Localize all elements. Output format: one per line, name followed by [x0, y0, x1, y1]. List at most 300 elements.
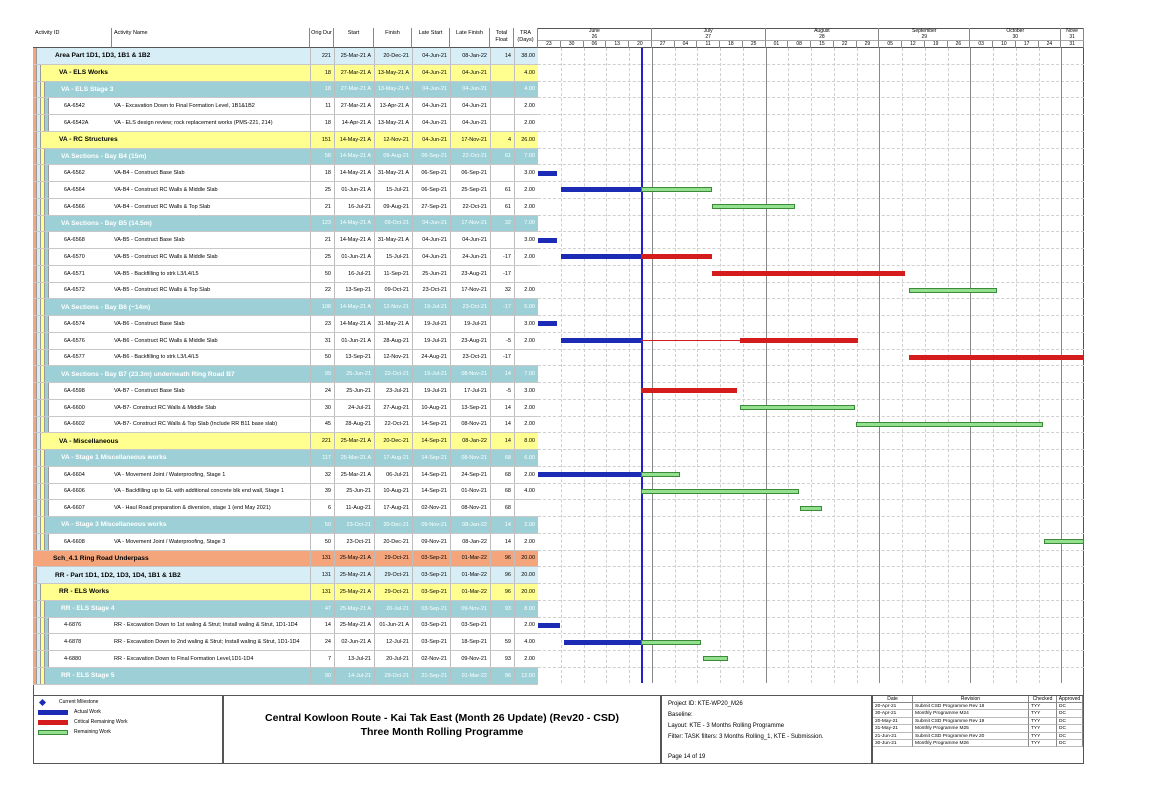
actual-work-bar[interactable]	[538, 623, 560, 628]
col-activity-id-label: Activity ID	[35, 30, 60, 36]
activity-row[interactable]	[33, 115, 538, 132]
column-divider	[490, 232, 491, 248]
wbs-row[interactable]	[33, 48, 538, 65]
column-divider	[310, 400, 311, 416]
cell-id: 4-6876	[64, 622, 82, 629]
actual-work-bar[interactable]	[561, 254, 641, 259]
wbs-row[interactable]	[33, 584, 538, 601]
wbs-title: VA - Stage 3 Miscellaneous works	[61, 521, 167, 529]
timeline-month-number: 29	[921, 34, 928, 40]
cell-tf: 68	[504, 488, 511, 495]
column-divider	[514, 299, 515, 315]
indent-strip	[37, 65, 41, 81]
column-divider	[334, 249, 335, 265]
timeline-week: 24	[1039, 41, 1062, 48]
cell-name: VA-B5 - Backfilling to strk L3/L4/L5	[114, 270, 199, 277]
gantt-week-line	[948, 48, 949, 683]
cell-tf: 14	[504, 538, 511, 545]
cell-ls: 14-Sep-21	[421, 488, 447, 495]
cell-lf: 08-Jan-22	[462, 52, 487, 59]
critical-link-line[interactable]	[641, 340, 740, 341]
col-tra[interactable]	[514, 28, 538, 48]
report-subtitle: Three Month Rolling Programme	[360, 726, 524, 738]
column-divider	[514, 283, 515, 299]
cell-finish: 15-Jul-21	[386, 186, 409, 193]
wbs-row[interactable]	[33, 216, 538, 233]
gantt-month-line	[1061, 48, 1062, 683]
column-divider	[490, 634, 491, 650]
cell-lf: 01-Nov-21	[461, 488, 487, 495]
timeline-month	[652, 28, 766, 41]
indent-strip	[37, 433, 41, 449]
cell-finish: 20-Dec-21	[383, 438, 409, 445]
indent-strip	[41, 668, 45, 684]
cell-tf: -5	[506, 387, 511, 394]
column-divider	[412, 165, 413, 181]
column-divider	[334, 149, 335, 165]
column-divider	[334, 601, 335, 617]
cell-dur: 25	[324, 186, 331, 193]
cell-tf: -17	[503, 354, 511, 361]
timeline-header	[538, 28, 1084, 48]
column-divider	[490, 216, 491, 232]
column-divider	[514, 132, 515, 148]
cell-finish: 15-Jul-21	[386, 253, 409, 260]
cell-lf: 25-Sep-21	[461, 186, 487, 193]
activity-row[interactable]	[33, 417, 538, 434]
activity-row[interactable]	[33, 182, 538, 199]
cell-tf: 59	[504, 639, 511, 646]
column-divider	[374, 417, 375, 433]
column-divider	[334, 400, 335, 416]
col-orig-dur[interactable]	[310, 28, 334, 48]
timeline-week: 29	[857, 41, 880, 48]
col-finish[interactable]	[374, 28, 412, 48]
wbs-row[interactable]	[33, 433, 538, 450]
column-divider	[412, 65, 413, 81]
column-divider	[450, 417, 451, 433]
activity-row[interactable]	[33, 232, 538, 249]
column-divider	[514, 165, 515, 181]
critical-bar-swatch	[38, 720, 68, 725]
column-divider	[334, 484, 335, 500]
column-divider	[514, 484, 515, 500]
col-activity-id[interactable]	[33, 28, 112, 48]
remaining-bar-swatch	[38, 730, 68, 735]
col-activity-name[interactable]	[112, 28, 310, 48]
cell-ls: 14-Sep-21	[421, 421, 447, 428]
cell-name: VA-B6 - Backfilling to strk L3/L4/L5	[114, 354, 199, 361]
revision-cell-approved: DC	[1057, 703, 1083, 710]
col-late-start[interactable]	[412, 28, 450, 48]
project-layout: Layout: KTE - 3 Months Rolling Programme	[668, 723, 785, 729]
cell-finish: 31-May-21 A	[377, 320, 409, 327]
activity-row[interactable]	[33, 333, 538, 350]
remaining-work-bar[interactable]	[740, 405, 855, 410]
remaining-work-bar[interactable]	[641, 489, 799, 494]
cell-start: 13-Sep-21	[345, 287, 371, 294]
remaining-work-bar[interactable]	[1044, 539, 1084, 544]
timeline-month	[766, 28, 880, 41]
cell-tf: 96	[504, 555, 511, 562]
wbs-row[interactable]	[33, 567, 538, 584]
column-divider	[374, 634, 375, 650]
gantt-week-line	[993, 48, 994, 683]
col-late-finish[interactable]	[450, 28, 490, 48]
column-divider	[310, 383, 311, 399]
activity-row[interactable]	[33, 651, 538, 668]
column-divider	[374, 601, 375, 617]
cell-dur: 117	[322, 454, 331, 461]
column-divider	[490, 517, 491, 533]
revision-cell-checked: TYY	[1029, 740, 1057, 747]
wbs-row[interactable]	[33, 668, 538, 685]
cell-tra: 7.00	[524, 153, 535, 160]
gantt-week-line	[902, 48, 903, 683]
indent-strip	[33, 48, 37, 64]
remaining-work-bar[interactable]	[641, 472, 680, 477]
timeline-week: 04	[675, 41, 698, 48]
cell-ls: 19-Jul-21	[424, 387, 447, 394]
cell-dur: 123	[321, 220, 331, 227]
cell-lf: 04-Jun-21	[462, 86, 487, 93]
column-divider	[310, 149, 311, 165]
activity-row[interactable]	[33, 500, 538, 517]
cell-tf: 93	[504, 655, 511, 662]
indent-strip	[41, 450, 45, 466]
cell-start: 25-Mar-21 A	[340, 454, 371, 461]
column-divider	[412, 283, 413, 299]
activity-row[interactable]	[33, 618, 538, 635]
report-title: Central Kowloon Route - Kai Tak East (Month 26 Update) (Rev20 - CSD)	[265, 712, 619, 724]
revision-header-checked: Checked	[1029, 696, 1057, 703]
activity-row[interactable]	[33, 350, 538, 367]
cell-ls: 04-Jun-21	[422, 69, 447, 76]
remaining-work-bar[interactable]	[909, 288, 997, 293]
cell-dur: 21	[324, 237, 331, 244]
column-divider	[374, 484, 375, 500]
column-divider	[490, 149, 491, 165]
activity-row[interactable]	[33, 316, 538, 333]
critical-work-bar[interactable]	[712, 271, 906, 276]
cell-start: 01-Jun-21 A	[341, 253, 371, 260]
col-finish-label: Finish	[385, 30, 400, 36]
wbs-row[interactable]	[33, 601, 538, 618]
column-divider	[490, 82, 491, 98]
activity-row[interactable]	[33, 484, 538, 501]
cell-lf: 06-Sep-21	[461, 170, 487, 177]
column-divider	[450, 266, 451, 282]
column-divider	[310, 266, 311, 282]
col-total-float[interactable]	[490, 28, 514, 48]
indent-strip	[45, 651, 49, 667]
cell-finish: 20-Dec-21	[383, 52, 409, 59]
column-divider	[374, 500, 375, 516]
column-divider	[450, 232, 451, 248]
timeline-week: 17	[1016, 41, 1039, 48]
cell-tra: 3.00	[524, 320, 535, 327]
actual-work-bar[interactable]	[538, 472, 641, 477]
remaining-work-bar[interactable]	[800, 506, 822, 511]
column-divider	[310, 165, 311, 181]
cell-finish: 13-Apr-21 A	[379, 103, 409, 110]
cell-name: VA-B5 - Construct RC Walls & Top Slab	[114, 287, 211, 294]
column-divider	[334, 450, 335, 466]
activity-row[interactable]	[33, 266, 538, 283]
cell-id: 6A-6602	[64, 421, 85, 428]
column-divider	[374, 668, 375, 684]
wbs-row[interactable]	[33, 450, 538, 467]
cell-dur: 50	[324, 521, 331, 528]
col-tra-label-2: (Days)	[517, 37, 534, 43]
remaining-work-bar[interactable]	[703, 656, 728, 661]
col-late-finish-label: Late Finish	[456, 30, 483, 36]
actual-work-bar[interactable]	[564, 640, 641, 645]
cell-finish: 09-Oct-21	[384, 220, 409, 227]
timeline-week: 10	[993, 41, 1016, 48]
wbs-row[interactable]	[33, 82, 538, 99]
column-divider	[412, 182, 413, 198]
cell-id: 6A-6564	[64, 186, 85, 193]
wbs-row[interactable]	[33, 149, 538, 166]
col-activity-name-label: Activity Name	[114, 30, 148, 36]
column-divider	[450, 98, 451, 114]
activity-row[interactable]	[33, 467, 538, 484]
cell-start: 25-Jun-21	[346, 371, 371, 378]
indent-strip	[45, 634, 49, 650]
cell-tra: 5.00	[524, 304, 535, 311]
cell-ls: 25-Jun-21	[422, 270, 447, 277]
gantt-week-line	[720, 48, 721, 683]
cell-start: 02-Jun-21 A	[341, 639, 371, 646]
column-divider	[412, 266, 413, 282]
column-divider	[310, 618, 311, 634]
column-divider	[334, 366, 335, 382]
cell-tf: 14	[504, 52, 511, 59]
column-divider	[450, 366, 451, 382]
column-divider	[334, 668, 335, 684]
revision-cell-approved: DC	[1057, 740, 1083, 747]
critical-work-bar[interactable]	[641, 254, 711, 259]
column-divider	[514, 115, 515, 131]
column-divider	[450, 350, 451, 366]
revision-header-revision: Revision	[913, 696, 1029, 703]
cell-lf: 22-Oct-21	[462, 203, 487, 210]
cell-finish: 31-May-21 A	[377, 170, 409, 177]
column-divider	[450, 249, 451, 265]
cell-tra: 3.00	[524, 170, 535, 177]
cell-start: 27-Mar-21 A	[340, 103, 371, 110]
actual-work-bar[interactable]	[561, 187, 641, 192]
column-divider	[412, 48, 413, 64]
cell-id: 6A-6608	[64, 538, 85, 545]
column-divider	[334, 82, 335, 98]
column-divider	[490, 668, 491, 684]
cell-start: 13-Jul-21	[348, 655, 371, 662]
column-divider	[374, 199, 375, 215]
cell-dur: 221	[321, 52, 331, 59]
column-divider	[374, 366, 375, 382]
col-start[interactable]	[334, 28, 374, 48]
indent-strip	[45, 199, 49, 215]
gantt-week-line	[697, 48, 698, 683]
indent-strip	[45, 182, 49, 198]
activity-row[interactable]	[33, 249, 538, 266]
remaining-work-bar[interactable]	[641, 187, 711, 192]
wbs-row[interactable]	[33, 132, 538, 149]
cell-start: 16-Jul-21	[348, 203, 371, 210]
cell-tra: 2.00	[524, 471, 535, 478]
column-divider	[514, 400, 515, 416]
cell-ls: 09-Nov-21	[421, 521, 447, 528]
cell-name: VA-B6 - Construct RC Walls & Middle Slab	[114, 337, 218, 344]
wbs-row[interactable]	[33, 517, 538, 534]
legend-actual-label: Actual Work	[74, 709, 101, 715]
cell-name: VA-B4 - Construct Base Slab	[114, 170, 185, 177]
cell-name: VA - Movement Joint / Waterproofing, Stage 3	[114, 538, 226, 545]
wbs-row[interactable]	[33, 299, 538, 316]
column-divider	[412, 618, 413, 634]
revision-cell-date: 30-Jun-21	[873, 740, 913, 747]
cell-finish: 11-Sep-21	[383, 270, 409, 277]
column-divider	[374, 618, 375, 634]
cell-lf: 22-Oct-21	[462, 153, 487, 160]
column-divider	[514, 249, 515, 265]
wbs-row[interactable]	[33, 65, 538, 82]
indent-strip	[45, 383, 49, 399]
column-divider	[334, 517, 335, 533]
wbs-title: VA - ELS Stage 3	[61, 85, 114, 93]
actual-work-bar[interactable]	[538, 321, 557, 326]
column-divider	[490, 283, 491, 299]
cell-tf: 61	[504, 203, 511, 210]
activity-row[interactable]	[33, 634, 538, 651]
wbs-row[interactable]	[33, 366, 538, 383]
column-divider	[310, 500, 311, 516]
column-divider	[334, 199, 335, 215]
cell-ls: 04-Jun-21	[422, 136, 447, 143]
column-divider	[450, 618, 451, 634]
cell-finish: 27-Aug-21	[383, 404, 409, 411]
column-divider	[490, 551, 491, 567]
activity-row[interactable]	[33, 98, 538, 115]
column-divider	[374, 316, 375, 332]
cell-lf: 19-Jul-21	[464, 320, 487, 327]
activity-row[interactable]	[33, 165, 538, 182]
cell-id: 6A-6562	[64, 170, 85, 177]
activity-row[interactable]	[33, 383, 538, 400]
cell-tf: 14	[504, 371, 511, 378]
cell-id: 6A-6598	[64, 387, 85, 394]
activity-row[interactable]	[33, 199, 538, 216]
cell-tf: 68	[504, 454, 511, 461]
timeline-week: 15	[811, 41, 834, 48]
timeline-week: 23	[538, 41, 561, 48]
remaining-work-bar[interactable]	[856, 422, 1043, 427]
column-divider	[450, 668, 451, 684]
activity-row[interactable]	[33, 534, 538, 551]
project-info-box	[661, 695, 872, 764]
indent-strip	[45, 266, 49, 282]
cell-tra: 20.00	[521, 555, 535, 562]
col-tra-label	[514, 28, 537, 44]
timeline-month-number: 31	[1069, 34, 1075, 40]
column-divider	[310, 366, 311, 382]
indent-strip	[41, 216, 45, 232]
actual-work-bar[interactable]	[538, 171, 557, 176]
column-divider	[490, 484, 491, 500]
actual-work-bar[interactable]	[538, 238, 557, 243]
cell-finish: 12-Nov-21	[383, 304, 409, 311]
wbs-title: VA - ELS Works	[59, 69, 108, 77]
cell-finish: 20-Jul-21	[386, 605, 409, 612]
cell-dur: 99	[324, 371, 331, 378]
cell-tf: 96	[504, 572, 511, 579]
cell-name: RR - Excavation Down to Final Formation Level,1D1-1D4	[114, 655, 254, 662]
cell-name: VA - Haul Road preparation & diversion, stage 1 (end May 2021)	[114, 505, 271, 512]
remaining-work-bar[interactable]	[641, 640, 701, 645]
column-divider	[374, 534, 375, 550]
column-divider	[514, 450, 515, 466]
remaining-work-bar[interactable]	[712, 204, 795, 209]
column-divider	[412, 467, 413, 483]
cell-start: 14-May-21 A	[339, 136, 371, 143]
cell-lf: 17-Nov-21	[461, 136, 487, 143]
cell-start: 14-May-21 A	[339, 304, 371, 311]
indent-strip	[45, 165, 49, 181]
col-late-start-label: Late Start	[418, 30, 443, 36]
cell-tra	[514, 350, 538, 366]
col-total-float-label-1: Total	[495, 30, 508, 36]
cell-ls: 04-Jun-21	[422, 103, 447, 110]
column-divider	[450, 132, 451, 148]
col-total-float-label	[490, 28, 513, 44]
cell-start: 25-May-21 A	[339, 605, 371, 612]
column-divider	[310, 433, 311, 449]
cell-tra: 2.00	[524, 404, 535, 411]
activity-row[interactable]	[33, 283, 538, 300]
cell-tra: 2.00	[524, 337, 535, 344]
critical-work-bar[interactable]	[740, 338, 858, 343]
column-divider	[374, 82, 375, 98]
column-divider	[450, 115, 451, 131]
cell-tra: 4.00	[524, 69, 535, 76]
column-divider	[490, 299, 491, 315]
critical-work-bar[interactable]	[641, 388, 737, 393]
column-divider	[374, 98, 375, 114]
cell-id: 4-6878	[64, 639, 82, 646]
column-divider	[490, 165, 491, 181]
timeline-month	[1061, 28, 1084, 41]
cell-start: 11-Aug-21	[345, 505, 371, 512]
wbs-title: VA Sections - Bay B7 (23.3m) underneath Ring Road B7	[61, 370, 235, 378]
column-divider	[334, 350, 335, 366]
timeline-week: 26	[948, 41, 971, 48]
wbs-row[interactable]	[33, 551, 538, 568]
indent-strip	[45, 417, 49, 433]
legend-milestone-label: Current Milestone	[59, 699, 99, 705]
column-divider	[374, 249, 375, 265]
cell-tf	[490, 82, 514, 98]
actual-work-bar[interactable]	[561, 338, 641, 343]
activity-row[interactable]	[33, 400, 538, 417]
column-divider	[412, 350, 413, 366]
revision-cell-approved: DC	[1057, 718, 1083, 725]
cell-start: 25-Jun-21	[346, 488, 371, 495]
project-baseline: Baseline:	[668, 712, 693, 718]
cell-finish: 09-Oct-21	[384, 287, 409, 294]
critical-work-bar[interactable]	[909, 355, 1084, 360]
